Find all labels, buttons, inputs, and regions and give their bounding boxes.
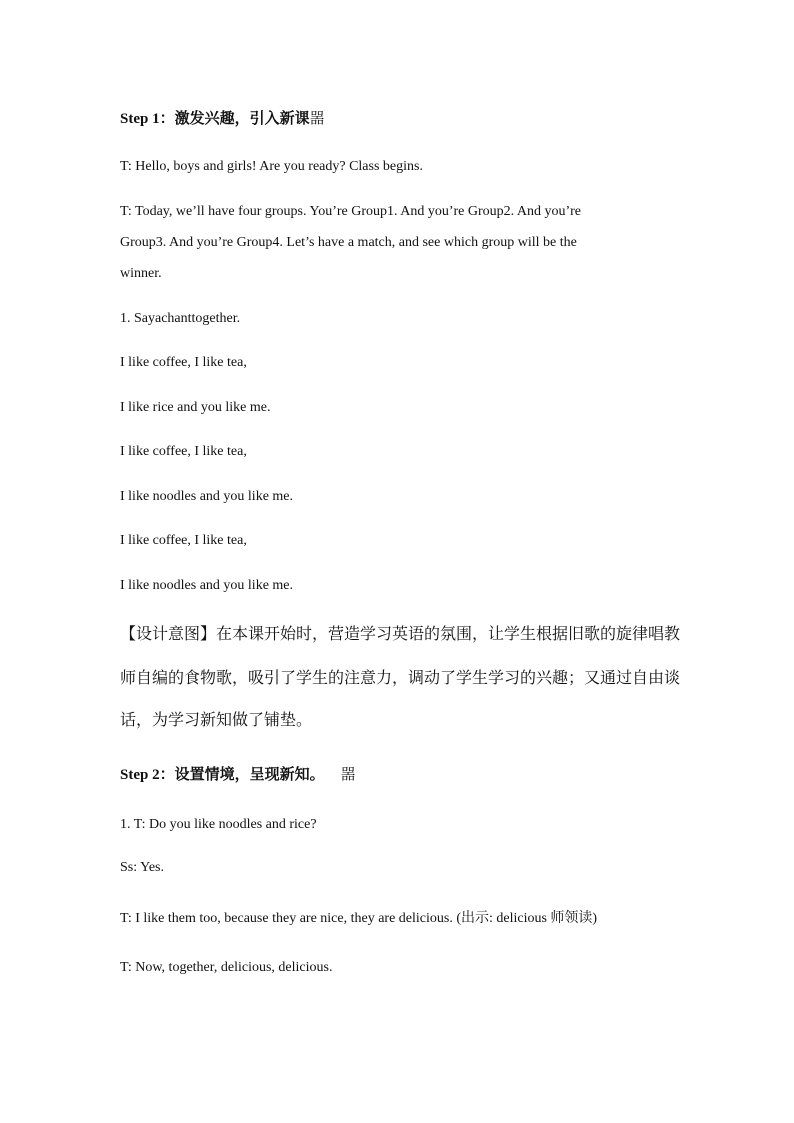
design-intent-line: 话，为学习新知做了铺垫。 [120, 710, 313, 729]
chant-line: I like coffee, I like tea, [120, 444, 247, 459]
paragraph-line: winner. [120, 266, 162, 281]
step1-mark: 噐 [309, 111, 325, 127]
chant-line: I like noodles and you like me. [120, 578, 294, 593]
chant-line: I like rice and you like me. [120, 400, 271, 415]
dialogue-line: T: Now, together, delicious, delicious. [120, 960, 333, 975]
design-intent-line: 师自编的食物歌，吸引了学生的注意力，调动了学生学习的兴趣；又通过自由谈 [120, 668, 681, 687]
chant-line: I like coffee, I like tea, [120, 533, 247, 548]
chant-line: I like coffee, I like tea, [120, 355, 247, 370]
chant-instruction: 1. Sayachanttogether. [120, 311, 241, 326]
paragraph-line: T: Today, we’ll have four groups. You’re Group1. And you’re Group2. And you’re [120, 204, 582, 219]
design-intent-line: 【设计意图】在本课开始时，营造学习英语的氛围，让学生根据旧歌的旋律唱教 [120, 624, 681, 643]
step1-title: Step 1：激发兴趣，引入新课 [120, 111, 310, 127]
step2-heading [120, 766, 356, 784]
chant-line: I like noodles and you like me. [120, 489, 294, 504]
paragraph-line: Group3. And you’re Group4. Let’s have a match, and see which group will be the [120, 235, 577, 250]
paragraph-line: T: Hello, boys and girls! Are you ready? Class begins. [120, 159, 423, 174]
step1-heading [120, 110, 325, 128]
dialogue-line: T: I like them too, because they are nice, they are delicious. (出示: delicious 师领读) [120, 911, 598, 926]
step2-mark: 噐 [340, 767, 356, 783]
step2-title: Step 2：设置情境，呈现新知。 [120, 767, 325, 783]
dialogue-line: 1. T: Do you like noodles and rice? [120, 817, 317, 832]
dialogue-line: Ss: Yes. [120, 860, 164, 875]
